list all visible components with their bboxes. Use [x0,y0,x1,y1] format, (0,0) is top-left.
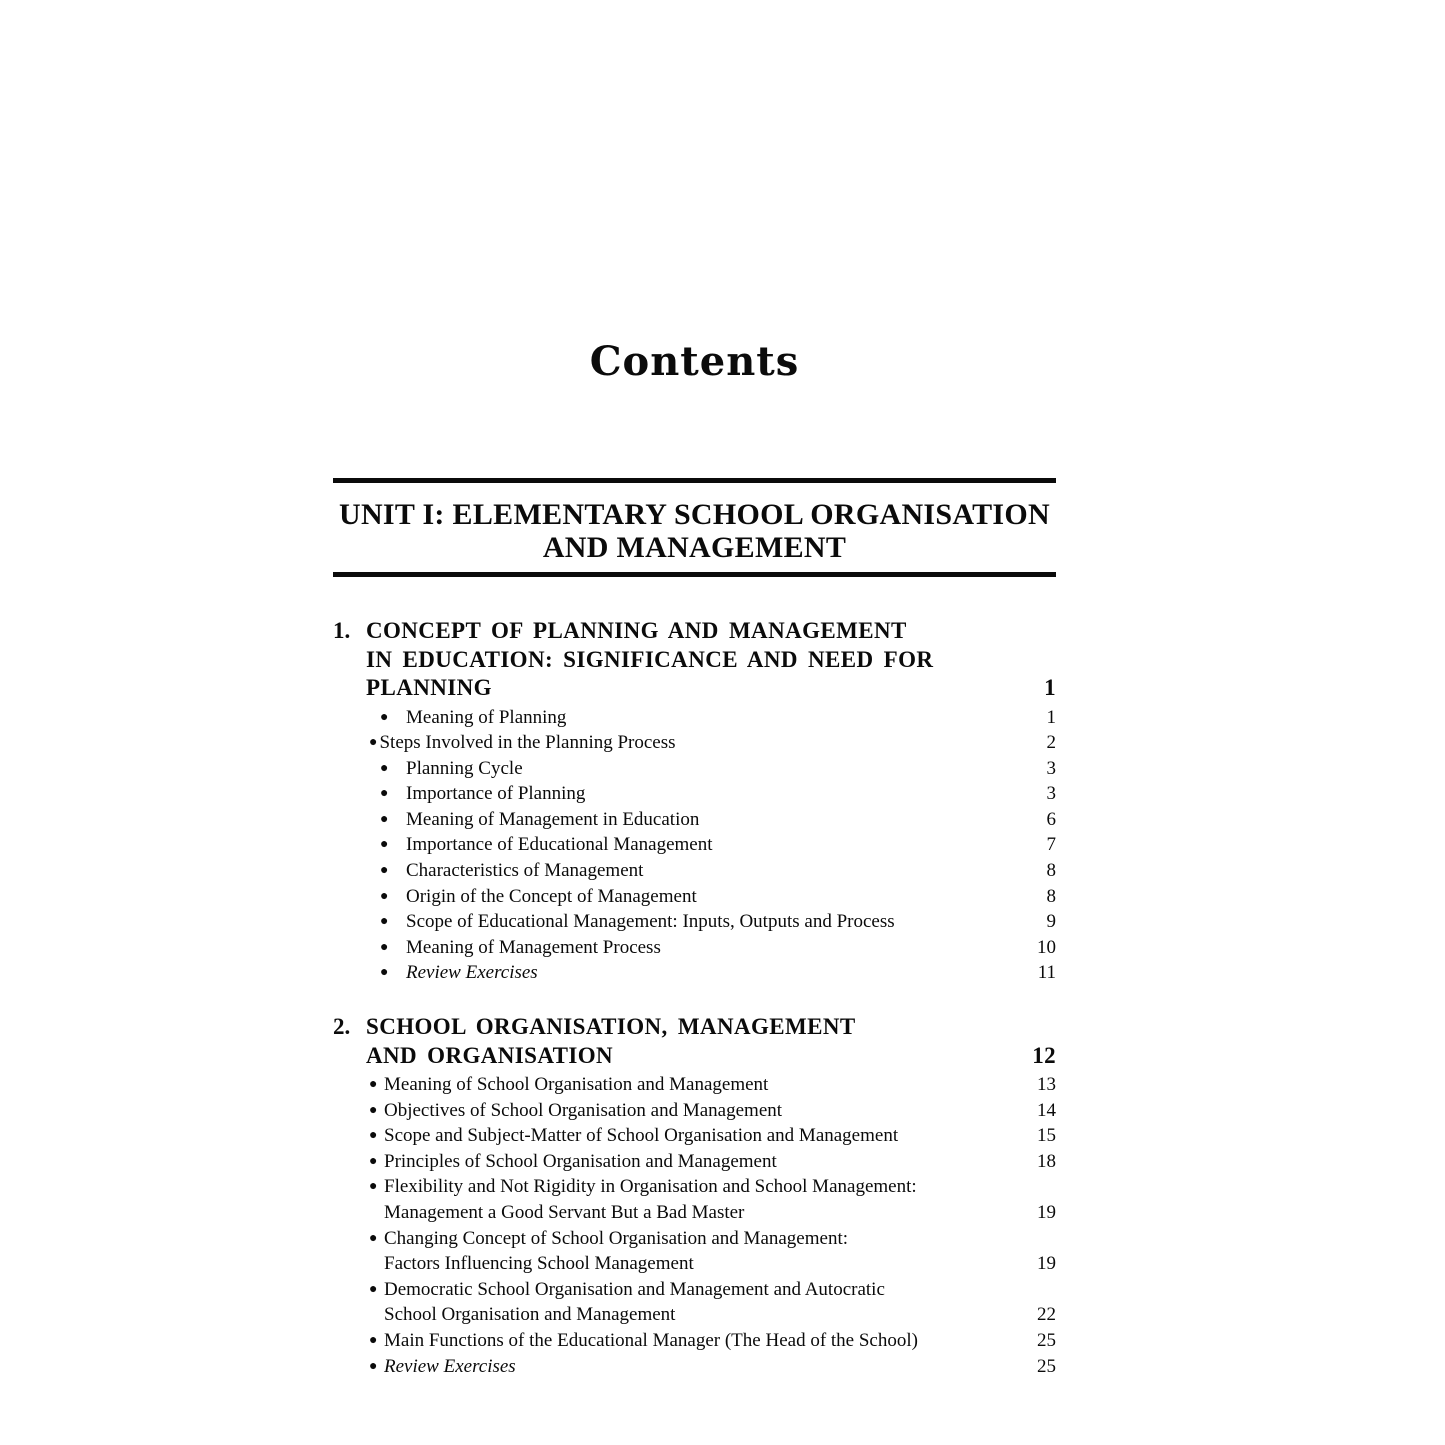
section-heading [333,617,1056,703]
bullet-icon: ● [380,760,389,776]
toc-item-page-number [1008,1226,1056,1252]
toc-item-text: Scope of Educational Management: Inputs, Outputs and Process [406,911,895,933]
section-page-number [1011,617,1056,646]
toc-item-line [333,935,1056,961]
section-heading [333,1013,1056,1070]
toc-item-text: Main Functions of the Educational Manager (The Head of the School) [384,1329,918,1351]
toc-item-page-number: 2 [1046,732,1056,754]
toc-item-text: Democratic School Organisation and Management and Autocratic [384,1278,885,1300]
section-heading-text: IN EDUCATION: SIGNIFICANCE AND NEED FOR [366,646,934,672]
toc-item-line [333,756,1056,782]
section-page-number: 12 [1032,1042,1056,1068]
toc-item-page-number: 11 [1037,962,1056,984]
toc-item-text: Steps Involved in the Planning Process [379,732,676,754]
toc-item-line [333,1200,1056,1226]
toc-item-line [333,909,1056,935]
toc-item-line [333,781,1056,807]
toc-item-line [333,1174,1056,1200]
toc-item-line [333,1354,1056,1380]
bullet-icon: ● [369,1230,378,1246]
bullet-icon: ● [369,1179,378,1195]
toc-item-text: Review Exercises [406,962,538,984]
toc-item-page-number: 14 [1037,1099,1056,1121]
bullet-icon: ● [380,786,389,802]
toc-item-text: Review Exercises [384,1355,516,1377]
toc-item-page-number: 25 [1037,1329,1056,1351]
toc-item-line [333,705,1056,731]
toc-item-page-number: 18 [1037,1150,1056,1172]
bullet-icon: ● [380,888,389,904]
section-heading-text: PLANNING [366,675,492,700]
section-heading-text: AND ORGANISATION [366,1042,614,1068]
toc-item-page-number: 3 [1046,757,1056,779]
bullet-icon: ● [369,1153,378,1169]
toc-item-line [333,1328,1056,1354]
toc-item-text: Meaning of Planning [406,706,567,728]
toc-section [333,617,1056,986]
toc-item-line [333,730,1056,756]
section-items [333,1072,1056,1379]
section-heading-line [366,1013,1056,1042]
bullet-icon: ● [380,863,389,879]
toc-item-text: Changing Concept of School Organisation and Management: [384,1227,849,1249]
bullet-icon: ● [369,1358,378,1374]
toc-item-line [333,960,1056,986]
toc-item-text: Meaning of Management Process [406,936,661,958]
section-heading-line [366,674,1056,703]
toc-item-line [333,858,1056,884]
toc-section [333,1013,1056,1379]
toc-item-page-number [1008,1277,1056,1303]
content-column [333,0,1056,1379]
toc-item-line [333,807,1056,833]
toc-item-page-number: 19 [1037,1202,1056,1223]
toc-item-page-number: 15 [1037,1125,1056,1147]
toc-item-page-number: 10 [1037,936,1056,958]
bullet-icon: ● [369,1077,378,1093]
toc-item-line [333,1277,1056,1303]
toc-item-line [333,1098,1056,1124]
toc-item-page-number: 22 [1037,1304,1056,1326]
bullet-icon: ● [369,1332,378,1348]
toc-item-text: Meaning of School Organisation and Management [384,1074,769,1096]
toc-item-text: Factors Influencing School Management [384,1253,694,1275]
section-page-number [1011,1013,1056,1042]
toc-item-text: Planning Cycle [406,757,523,779]
toc-item-page-number: 3 [1046,783,1056,805]
unit-heading-line1: UNIT I: ELEMENTARY SCHOOL ORGANISATION [338,498,1051,531]
toc-item-text: Importance of Educational Management [406,834,713,856]
toc-item-page-number: 7 [1046,834,1056,856]
section-heading-text: CONCEPT OF PLANNING AND MANAGEMENT [366,618,907,643]
toc-item-line [333,1123,1056,1149]
toc-item-line [333,1149,1056,1175]
bullet-icon: ● [380,914,389,930]
toc-item-text: Scope and Subject-Matter of School Organisation and Management [384,1125,899,1147]
toc-item-page-number: 6 [1046,808,1056,830]
bullet-icon: ● [380,939,389,955]
section-heading-text: SCHOOL ORGANISATION, MANAGEMENT [366,1014,856,1040]
toc-item-text: Management a Good Servant But a Bad Master [384,1202,745,1223]
section-heading-line [366,646,1056,675]
bullet-icon: ● [380,837,389,853]
bullet-icon: ● [369,735,378,751]
toc-item-page-number: 19 [1037,1253,1056,1275]
section-heading-line [366,1042,1056,1071]
section-page-number [1011,646,1056,675]
unit-heading-line2: AND MANAGEMENT [542,531,847,564]
toc-item-line [333,1251,1056,1277]
bullet-icon: ● [369,1102,378,1118]
section-heading-line [366,617,1056,646]
page-title: Contents [589,338,800,385]
toc-item-text: Importance of Planning [406,783,586,805]
section-page-number: 1 [1044,675,1056,700]
section-number: 2. [333,1014,351,1040]
toc-item-page-number: 25 [1037,1355,1056,1377]
toc-item-line [333,832,1056,858]
toc-item-text: Characteristics of Management [406,860,644,882]
toc-item-page-number: 8 [1046,885,1056,907]
bullet-icon: ● [380,965,389,981]
section-heading-lines [366,1013,1056,1070]
section-items [333,705,1056,987]
bullet-icon: ● [369,1128,378,1144]
toc-item-page-number [1008,1174,1056,1200]
toc-item-text: Principles of School Organisation and Management [384,1150,777,1172]
toc-item-text: Origin of the Concept of Management [406,885,697,907]
toc-item-page-number: 9 [1046,911,1056,933]
section-heading-lines [366,617,1056,703]
section-number: 1. [333,618,351,643]
toc-item-page-number: 8 [1046,860,1056,882]
toc [333,617,1056,1379]
toc-item-text: Meaning of Management in Education [406,808,700,830]
toc-item-line [333,1072,1056,1098]
toc-item-line [333,884,1056,910]
toc-item-line [333,1226,1056,1252]
toc-item-text: Objectives of School Organisation and Management [384,1099,783,1121]
toc-item-page-number: 13 [1037,1074,1056,1096]
toc-item-text: School Organisation and Management [384,1304,676,1326]
bullet-icon: ● [380,709,389,725]
bullet-icon: ● [380,811,389,827]
unit-heading-box [333,478,1056,577]
toc-item-text: Flexibility and Not Rigidity in Organisation and School Management: [384,1176,917,1198]
toc-item-line [333,1302,1056,1328]
bullet-icon: ● [369,1281,378,1297]
toc-item-page-number: 1 [1046,706,1056,728]
